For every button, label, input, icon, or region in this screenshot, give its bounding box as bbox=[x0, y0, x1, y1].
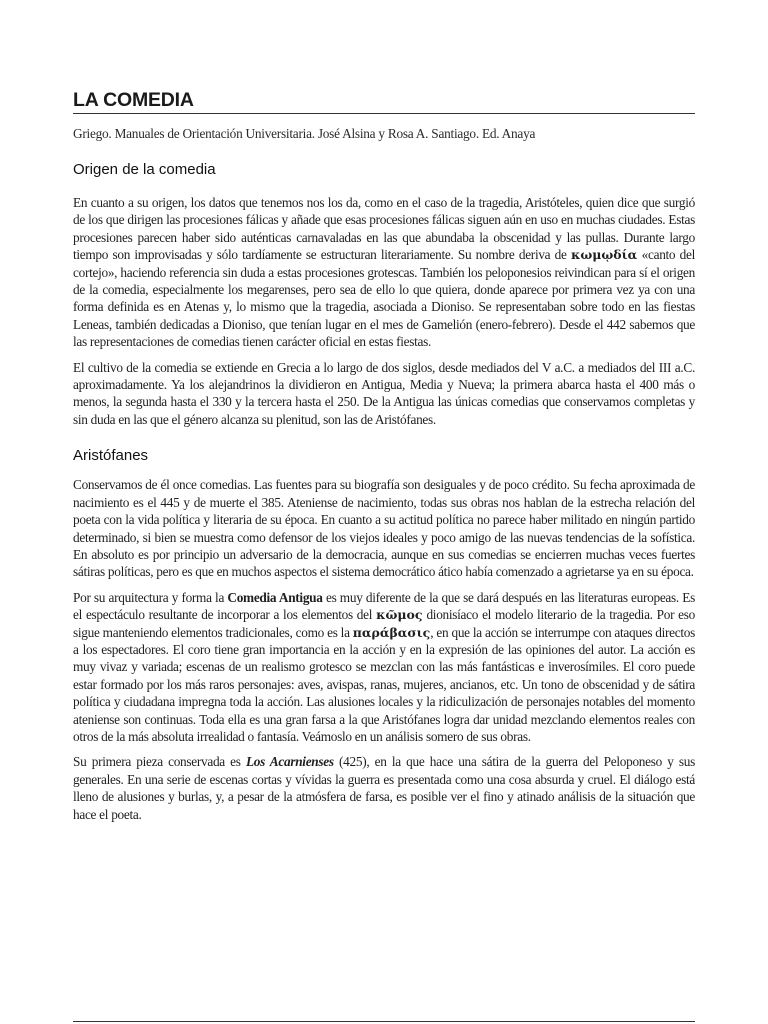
bold-term-comedia-antigua: Comedia Antigua bbox=[227, 589, 323, 605]
paragraph-aristofanes-3 bbox=[73, 753, 695, 823]
bottom-divider bbox=[73, 1021, 695, 1022]
document-title: LA COMEDIA bbox=[73, 89, 695, 114]
text-run: dionisíaco el modelo literario de la tragedia. Por eso sigue manteniendo elementos tradicionales, como es la bbox=[73, 607, 695, 640]
text-run: Por su arquitectura y forma la bbox=[73, 589, 225, 605]
text-run: «canto del cortejo», haciendo referencia sin duda a estas procesiones grotescas. También los peloponesios reivindican para sí el origen de la comedia, especialmente los megarenses, pero sea de ello lo que quiera, donde aparece por primera vez ya con una forma definida es en Atenas y, lo mismo que la tragedia, asociada a Dioniso. Se representaban sobre todo en las fiestas Leneas, también dedicadas a Dioniso, que tenían lugar en el mes de Gamelión (enero-febrero). Desde el 442 sabemos que las representaciones de comedias tienen carácter oficial en estas fiestas. bbox=[73, 247, 695, 350]
source-citation: Griego. Manuales de Orientación Universitaria. José Alsina y Rosa A. Santiago. Ed. Anaya bbox=[73, 126, 536, 141]
section-heading-origen: Origen de la comedia bbox=[73, 161, 216, 178]
text-run: En cuanto a su origen, los datos que tenemos nos los da, como en el caso de la tragedia, Aristóteles, quien dice que surgió de los que dirigen las procesiones fálicas y añade que esas procesiones fálicas siguen aún en uso en muchas ciudades. Estas procesiones parecen haber sido auténticas carnavaladas en las que abundaba la obscenidad y las pullas. Durante largo tiempo son improvisadas y sólo tardíamente se estructuran literariamente. Su nombre deriva de bbox=[73, 195, 695, 263]
text-run: Su primera pieza conservada es bbox=[73, 754, 241, 770]
text-run: , en que la acción se interrumpe con ataques directos a los espectadores. El coro tiene gran importancia en la acción y en la expresión de las opiniones del autor. La acción es muy vivaz y variada; escenas de un realismo grotesco se mezclan con las más fantásticas e inverosímiles. El coro puede estar formado por los más raros personajes: aves, avispas, ranas, mujeres, ancianos, etc. Un tono de obscenidad y de sátira política y ciudadana impregna toda la acción. Las alusiones locales y la ridiculización de personajes notables del momento ateniense son continuas. Toda ella es una gran farsa a la que Aristófanes logra dar unidad mezclando elementos reales con otros de la más absoluta irrealidad o fantasía. Veámoslo en un análisis somero de sus obras. bbox=[73, 624, 695, 744]
text-run: (425), en la que hace una sátira de la guerra del Peloponeso y sus generales. En una serie de escenas cortas y vívidas la guerra es presentada como una cosa absurda y cruel. El diálogo está lleno de alusiones y burlas, y, a pesar de la atmósfera de farsa, es posible ver el fino y atinado análisis de la situación que hace el poeta. bbox=[73, 754, 695, 822]
paragraph-aristofanes-1: Conservamos de él once comedias. Las fuentes para su biografía son desiguales y de poco crédito. Su fecha aproximada de nacimiento es el 445 y de muerte el 385. Ateniense de nacimiento, todas sus obras nos hablan de la estrecha relación del poeta con la vida política y literaria de su época. En cuanto a su actitud política no parece haber militado en ningún partido determinado, si bien se muestra como defensor de los viejos ideales y poco amigo de las nuevas tendencias de la sofística. En absoluto es por principio un adversario de la democracia, aunque en sus comedias se encierren muchas veces fuertes sátiras políticas, pero es que en muchos aspectos el sistema democrático ático había comenzado a agrietarse ya en su época. bbox=[73, 477, 695, 580]
text-run: es muy diferente de la que se dará después en las literaturas europeas. Es el espectáculo resultante de incorporar a los elementos del bbox=[73, 589, 695, 623]
work-title-acarnienses: Los Acarnienses bbox=[245, 754, 334, 770]
greek-term-parabasis: παράβασις bbox=[352, 624, 431, 640]
document-page bbox=[73, 89, 695, 831]
greek-term-komos: κῶμος bbox=[376, 607, 423, 623]
section-heading-aristofanes: Aristófanes bbox=[73, 447, 149, 465]
greek-term-komodia: κωμῳδία bbox=[570, 247, 638, 263]
paragraph-aristofanes-2 bbox=[73, 589, 695, 746]
paragraph-origen-2: El cultivo de la comedia se extiende en Grecia a lo largo de dos siglos, desde mediados del V a.C. a mediados del III a.C. aproximadamente. Ya los alejandrinos la dividieron en Antigua, Media y Nueva; la primera abarca hasta el 400 más o menos, la segunda hasta el 330 y la tercera hasta el 250. De la Antigua las únicas comedias que conservamos completas y sin duda en las que el género alcanza su plenitud, son las de Aristófanes. bbox=[73, 359, 695, 427]
paragraph-origen-1 bbox=[73, 194, 695, 351]
